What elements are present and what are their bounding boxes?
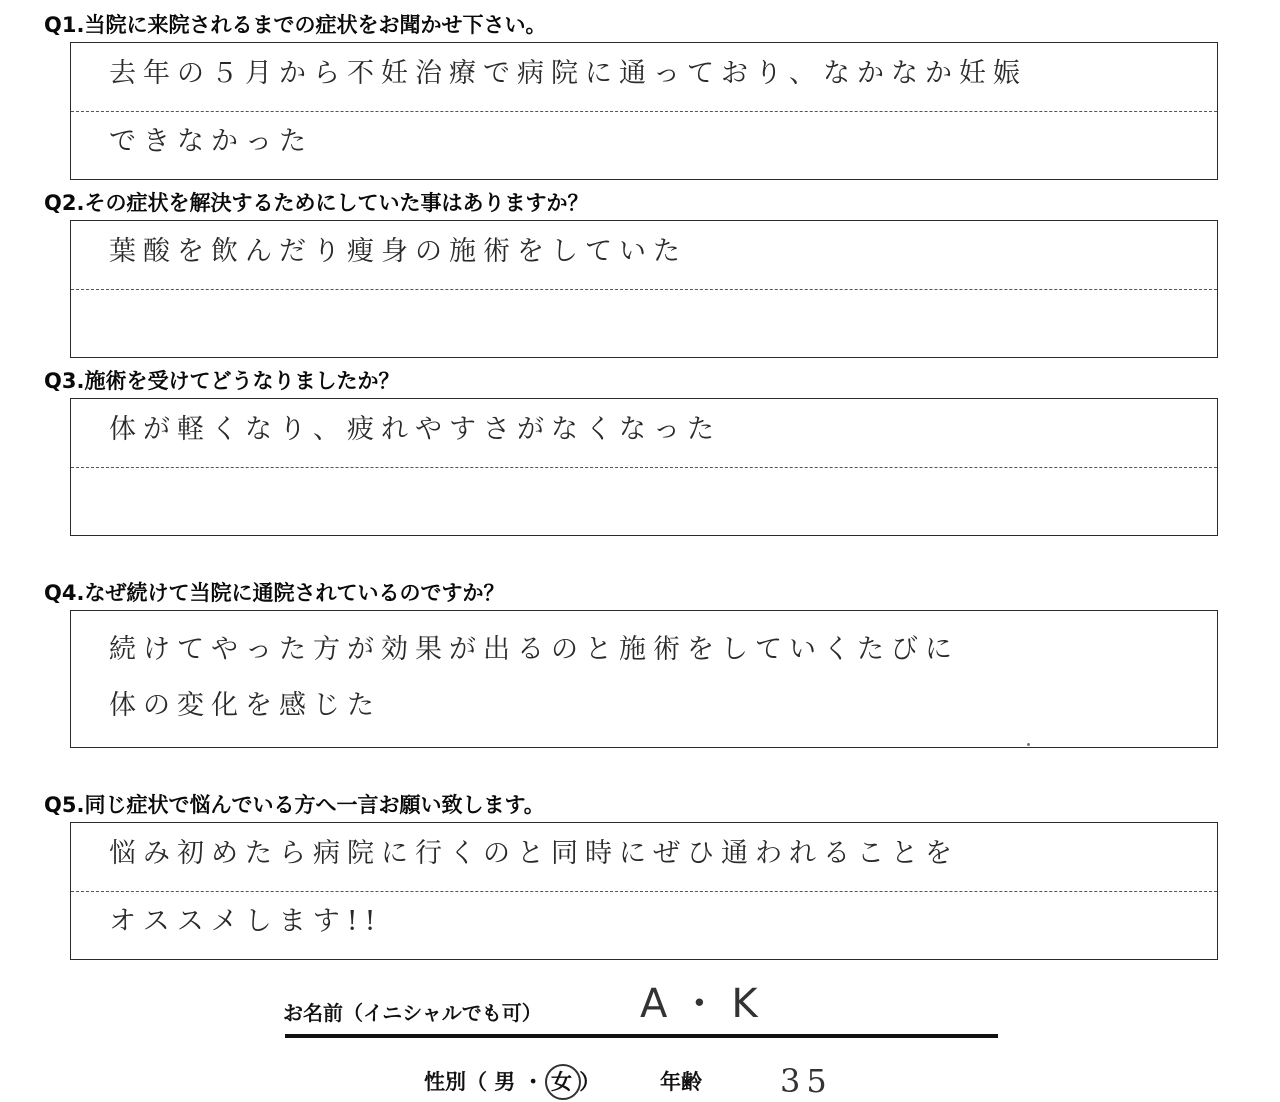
name-label: お名前（イニシャルでも可） [283,1001,542,1025]
answer-4-line-1: 続けてやった方が効果が出るのと施術をしていくたびに [109,634,959,665]
question-2-title: Q2.その症状を解決するためにしていた事はありますか？ [44,191,589,215]
answer-3-line-1: 体が軽くなり、疲れやすさがなくなった [109,414,721,445]
gender-female-label: 女 [550,1070,572,1094]
question-3-title: Q3.施術を受けてどうなりましたか？ [44,369,400,393]
answer-divider [71,111,1217,112]
answer-4-line-2: 体の変化を感じた [109,690,381,721]
answer-box-2 [70,220,1218,358]
answer-box-1 [70,42,1218,180]
question-5-title: Q5.同じ症状で悩んでいる方へ一言お願い致します。 [44,793,545,817]
answer-1-line-1: 去年の５月から不妊治療で病院に通っており、なかなか妊娠 [109,58,1027,89]
name-value: A・K [640,981,770,1027]
answer-divider [71,289,1217,290]
answer-divider [71,467,1217,468]
gender-field [424,1068,600,1096]
answer-5-line-1: 悩み初めたら病院に行くのと同時にぜひ通われることを [109,838,959,869]
answer-1-line-2: できなかった [109,126,313,157]
answer-2-line-1: 葉酸を飲んだり瘦身の施術をしていた [109,236,687,267]
paper-speck [1027,743,1030,746]
gender-label: 性別（ [424,1070,487,1094]
question-4-title: Q4.なぜ続けて当院に通院されているのですか？ [44,581,505,605]
answer-box-5 [70,822,1218,960]
gender-separator: ・ [522,1070,544,1094]
answer-5-line-2: オススメします!! [109,906,383,937]
age-label: 年齢 [660,1070,702,1094]
answer-box-4 [70,610,1218,748]
question-1-title: Q1.当院に来院されるまでの症状をお聞かせ下さい。 [44,13,547,37]
age-value: 35 [780,1062,833,1100]
answer-divider [71,891,1217,892]
gender-close: ） [579,1070,601,1094]
name-underline [285,1034,998,1038]
selection-circle-icon [545,1064,581,1100]
gender-option-male: 男 [494,1070,516,1094]
answer-box-3 [70,398,1218,536]
gender-option-female [551,1068,572,1096]
